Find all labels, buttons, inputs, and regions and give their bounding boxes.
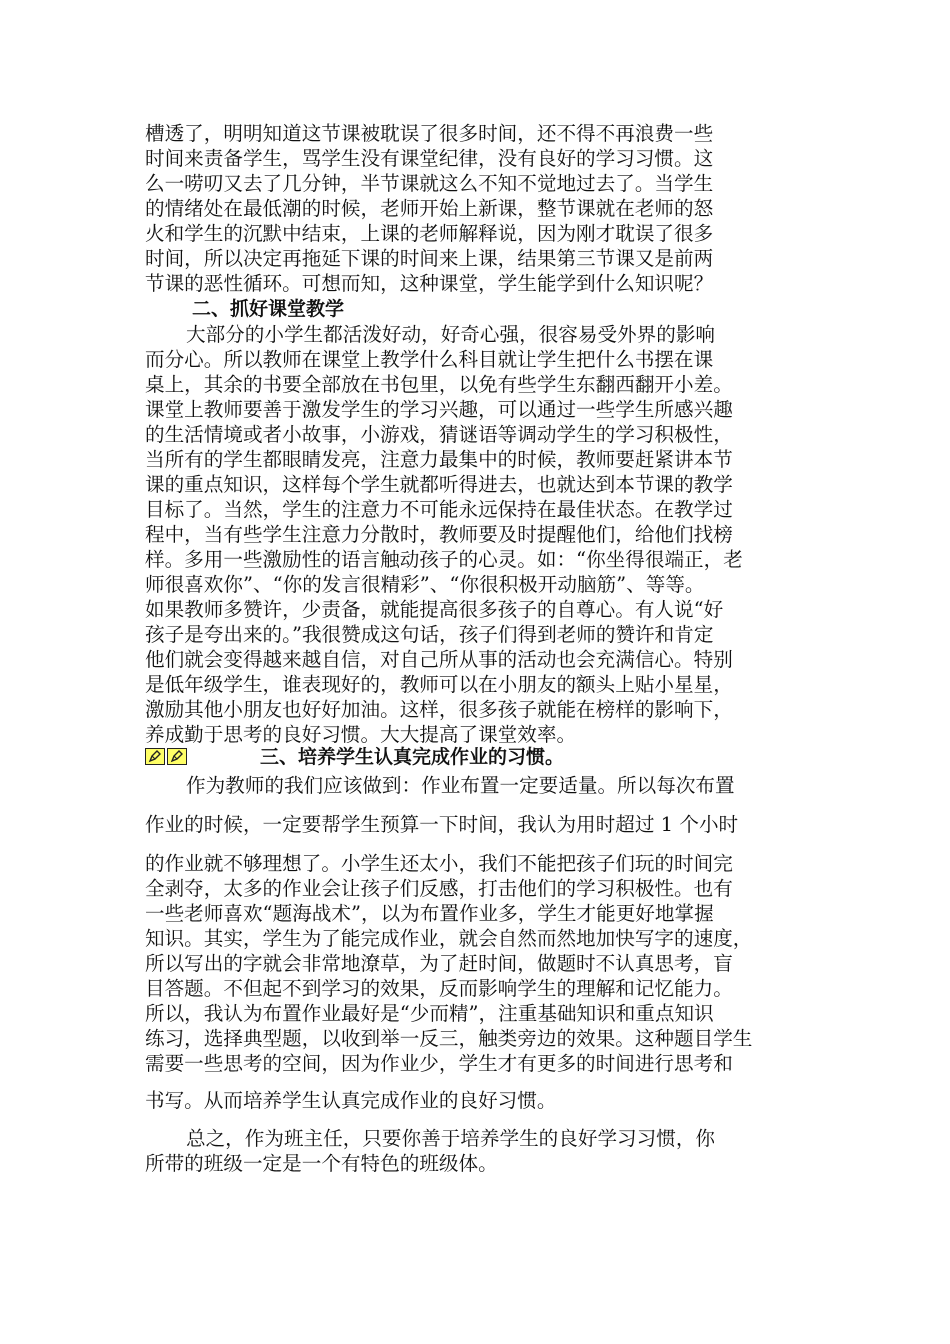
text-line: 课的重点知识，这样每个学生就都听得进去，也就达到本节课的教学 xyxy=(145,473,733,496)
text-line: 槽透了，明明知道这节课被耽误了很多时间，还不得不再浪费一些 xyxy=(145,122,714,145)
text-line: 节课的恶性循环。可想而知，这种课堂，学生能学到什么知识呢？ xyxy=(145,272,714,295)
text-line: 大部分的小学生都活泼好动，好奇心强，很容易受外界的影响 xyxy=(186,323,716,346)
text-line: 的生活情境或者小故事，小游戏，猜谜语等调动学生的学习积极性， xyxy=(145,423,733,446)
text-line: 书写。从而培养学生认真完成作业的良好习惯。 xyxy=(145,1089,557,1112)
text-line: 如果教师多赞许，少责备，就能提高很多孩子的自尊心。有人说“好 xyxy=(145,598,724,621)
text-line: 么一唠叨又去了几分钟，半节课就这么不知不觉地过去了。当学生 xyxy=(145,172,714,195)
text-line: 样。多用一些激励性的语言触动孩子的心灵。如：“你坐得很端正，老 xyxy=(145,548,743,571)
text-line: 所带的班级一定是一个有特色的班级体。 xyxy=(145,1152,498,1175)
text-line: 时间来责备学生，骂学生没有课堂纪律，没有良好的学习习惯。这 xyxy=(145,147,714,170)
text-line: 的情绪处在最低潮的时候，老师开始上新课，整节课就在老师的怒 xyxy=(145,197,714,220)
text-line: 作业的时候，一定要帮学生预算一下时间，我认为用时超过 1 个小时 xyxy=(145,813,739,836)
text-line: 课堂上教师要善于激发学生的学习兴趣，可以通过一些学生所感兴趣 xyxy=(145,398,733,421)
text-line: 师很喜欢你”、“你的发言很精彩”、“你很积极开动脑筋”、等等。 xyxy=(145,573,705,596)
text-line: 目答题。不但起不到学习的效果，反而影响学生的理解和记忆能力。 xyxy=(145,977,733,1000)
section-heading-3: 三、培养学生认真完成作业的习惯。 xyxy=(260,746,565,768)
text-line: 当所有的学生都眼睛发亮，注意力最集中的时候，教师要赶紧讲本节 xyxy=(145,448,733,471)
marker-icons xyxy=(145,748,187,765)
text-line: 火和学生的沉默中结束，上课的老师解释说，因为刚才耽误了很多 xyxy=(145,222,714,245)
text-line: 时间，所以决定再拖延下课的时间来上课，结果第三节课又是前两 xyxy=(145,247,714,270)
text-line: 养成勤于思考的良好习惯。大大提高了课堂效率。 xyxy=(145,723,577,746)
text-line: 一些老师喜欢“题海战术”，以为布置作业多，学生才能更好地掌握 xyxy=(145,902,714,925)
text-line: 目标了。当然，学生的注意力不可能永远保持在最佳状态。在教学过 xyxy=(145,498,733,521)
text-line: 他们就会变得越来越自信，对自己所从事的活动也会充满信心。特别 xyxy=(145,648,733,671)
text-line: 全剥夺，太多的作业会让孩子们反感，打击他们的学习积极性。也有 xyxy=(145,877,733,900)
text-line: 是低年级学生，谁表现好的，教师可以在小朋友的额头上贴小星星， xyxy=(145,673,733,696)
text-line: 所以写出的字就会非常地潦草，为了赶时间，做题时不认真思考，盲 xyxy=(145,952,733,975)
pencil-marker-icon xyxy=(145,748,165,765)
text-line: 作为教师的我们应该做到：作业布置一定要适量。所以每次布置 xyxy=(186,774,735,797)
text-line: 孩子是夸出来的。”我很赞成这句话，孩子们得到老师的赞许和肯定 xyxy=(145,623,714,646)
section-heading-2: 二、抓好课堂教学 xyxy=(192,298,345,320)
text-line: 程中，当有些学生注意力分散时，教师要及时提醒他们，给他们找榜 xyxy=(145,523,733,546)
text-line: 总之，作为班主任，只要你善于培养学生的良好学习习惯，你 xyxy=(186,1127,716,1150)
text-line: 知识。其实，学生为了能完成作业，就会自然而然地加快写字的速度， xyxy=(145,927,753,950)
text-line: 所以，我认为布置作业最好是“少而精”，注重基础知识和重点知识 xyxy=(145,1002,714,1025)
pencil-marker-icon xyxy=(167,748,187,765)
text-line: 而分心。所以教师在课堂上教学什么科目就让学生把什么书摆在课 xyxy=(145,348,714,371)
text-line: 的作业就不够理想了。小学生还太小，我们不能把孩子们玩的时间完 xyxy=(145,852,733,875)
text-line: 练习，选择典型题，以收到举一反三，触类旁边的效果。这种题目学生 xyxy=(145,1027,753,1050)
text-line: 桌上，其余的书要全部放在书包里，以免有些学生东翻西翻开小差。 xyxy=(145,373,733,396)
text-line: 激励其他小朋友也好好加油。这样，很多孩子就能在榜样的影响下， xyxy=(145,698,733,721)
text-line: 需要一些思考的空间，因为作业少，学生才有更多的时间进行思考和 xyxy=(145,1052,733,1075)
